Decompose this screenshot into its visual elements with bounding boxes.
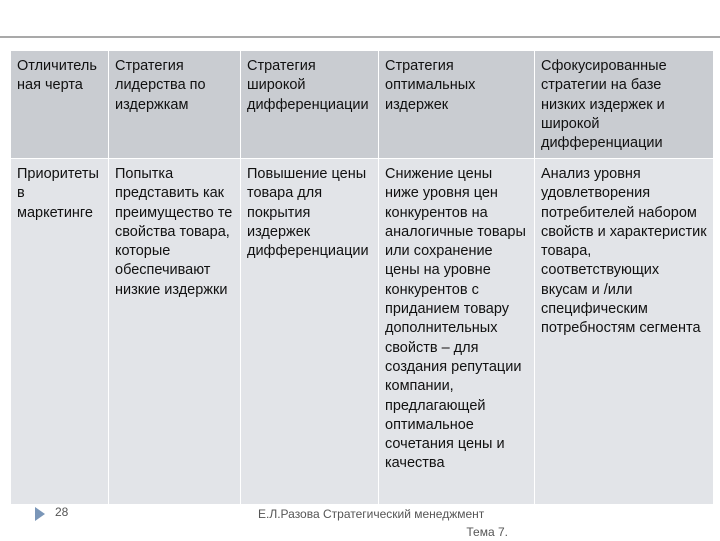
header-broad-differentiation: Стратегия широкой дифференциации [241, 51, 379, 159]
cell-focused-strategies: Анализ уровня удовлетворения потребителей набором свойств и характеристик товара, соответствующих вкусам и /или специфическим потребностям сегмента [535, 159, 714, 521]
cell-marketing-priorities: Приоритеты в маркетинге [11, 159, 109, 521]
footer-caption [258, 505, 508, 541]
strategy-table [10, 50, 714, 521]
header-focused-strategies: Сфокусированные стратегии на базе низких издержек и широкой дифференциации [535, 51, 714, 159]
cell-best-cost: Снижение цены ниже уровня цен конкурентов на аналогичные товары или сохранение цены на уровне конкурентов с приданием товару дополнительных свойств – для создания репутации компании, предлагающей оптимальное сочетания цены и качества [379, 159, 535, 521]
header-row [11, 51, 714, 159]
top-divider [0, 36, 720, 38]
header-distinctive-feature: Отличительная черта [11, 51, 109, 159]
page-number: 28 [55, 505, 69, 519]
table-row [11, 159, 714, 521]
header-best-cost: Стратегия оптимальных издержек [379, 51, 535, 159]
header-cost-leadership: Стратегия лидерства по издержкам [109, 51, 241, 159]
footer-author-line: Е.Л.Разова Стратегический менеджмент [258, 507, 485, 521]
cell-cost-leadership: Попытка представить как преимущество те свойства товара, которые обеспечивают низкие издержки [109, 159, 241, 521]
cell-broad-differentiation: Повышение цены товара для покрытия издержек дифференциации [241, 159, 379, 521]
arrow-right-icon [35, 507, 45, 521]
footer-topic-line: Тема 7. [466, 525, 508, 539]
